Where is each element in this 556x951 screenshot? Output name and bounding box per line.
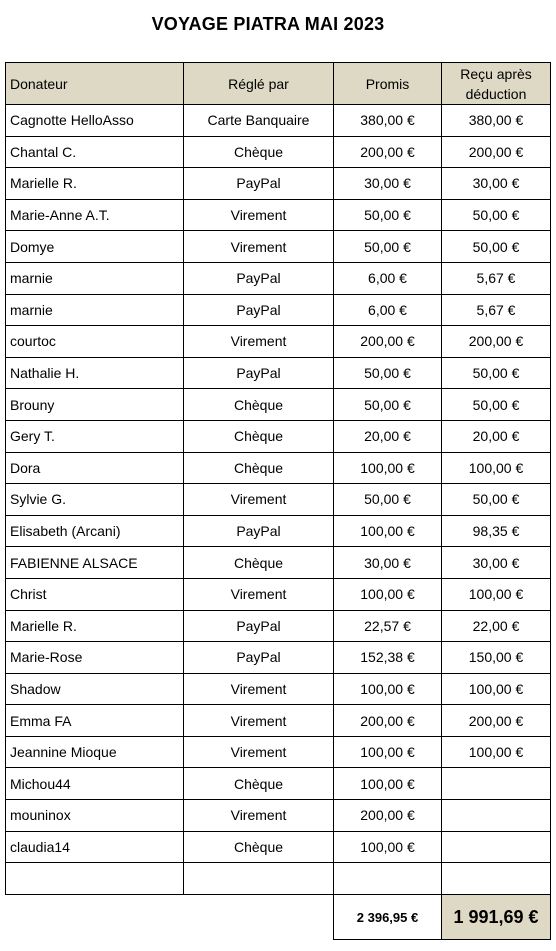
cell-regle-par: Virement (184, 199, 334, 231)
cell-donateur: Domye (6, 231, 184, 263)
cell-donateur: Marie-Rose (6, 642, 184, 674)
table-row (6, 136, 551, 168)
table-header-row (6, 63, 551, 105)
cell-recu: 20,00 € (442, 420, 551, 452)
table-row (6, 578, 551, 610)
cell-regle-par: Virement (184, 578, 334, 610)
cell-donateur: FABIENNE ALSACE (6, 547, 184, 579)
cell-promis: 100,00 € (334, 736, 442, 768)
cell-recu: 50,00 € (442, 199, 551, 231)
cell-donateur: Shadow (6, 673, 184, 705)
cell-promis: 50,00 € (334, 389, 442, 421)
cell-recu: 200,00 € (442, 705, 551, 737)
cell-recu: 100,00 € (442, 736, 551, 768)
cell-donateur: Christ (6, 578, 184, 610)
table-row (6, 800, 551, 832)
cell-promis: 50,00 € (334, 357, 442, 389)
empty-cell (334, 863, 442, 895)
cell-regle-par: PayPal (184, 610, 334, 642)
cell-recu: 100,00 € (442, 578, 551, 610)
table-row (6, 294, 551, 326)
cell-promis: 200,00 € (334, 800, 442, 832)
table-row (6, 105, 551, 137)
cell-donateur: Marielle R. (6, 610, 184, 642)
cell-recu: 100,00 € (442, 673, 551, 705)
table-row (6, 231, 551, 263)
empty-cell (6, 863, 184, 895)
table-row (6, 357, 551, 389)
cell-promis: 6,00 € (334, 294, 442, 326)
table-row (6, 736, 551, 768)
table-row (6, 389, 551, 421)
cell-promis: 22,57 € (334, 610, 442, 642)
cell-donateur: claudia14 (6, 831, 184, 863)
cell-regle-par: PayPal (184, 262, 334, 294)
page-title: VOYAGE PIATRA MAI 2023 (151, 14, 385, 34)
header-promis: Promis (334, 63, 442, 105)
cell-recu: 30,00 € (442, 168, 551, 200)
cell-promis: 100,00 € (334, 768, 442, 800)
cell-donateur: marnie (6, 262, 184, 294)
cell-promis: 50,00 € (334, 231, 442, 263)
table-row (6, 452, 551, 484)
cell-promis: 20,00 € (334, 420, 442, 452)
cell-promis: 6,00 € (334, 262, 442, 294)
cell-recu: 30,00 € (442, 547, 551, 579)
table-row (6, 168, 551, 200)
cell-recu (442, 800, 551, 832)
cell-recu: 50,00 € (442, 389, 551, 421)
table-row (6, 420, 551, 452)
cell-promis: 200,00 € (334, 136, 442, 168)
totals-spacer (184, 895, 334, 940)
cell-recu: 380,00 € (442, 105, 551, 137)
cell-donateur: Sylvie G. (6, 484, 184, 516)
cell-regle-par: PayPal (184, 168, 334, 200)
empty-cell (442, 863, 551, 895)
total-promis: 2 396,95 € (334, 895, 442, 940)
cell-donateur: Dora (6, 452, 184, 484)
cell-promis: 50,00 € (334, 484, 442, 516)
table-row (6, 199, 551, 231)
cell-donateur: Brouny (6, 389, 184, 421)
cell-regle-par: Virement (184, 736, 334, 768)
cell-recu (442, 768, 551, 800)
cell-regle-par: PayPal (184, 515, 334, 547)
cell-promis: 100,00 € (334, 673, 442, 705)
cell-donateur: Cagnotte HelloAsso (6, 105, 184, 137)
cell-regle-par: Chèque (184, 420, 334, 452)
cell-regle-par: Chèque (184, 389, 334, 421)
cell-regle-par: Virement (184, 231, 334, 263)
cell-donateur: Gery T. (6, 420, 184, 452)
cell-regle-par: Chèque (184, 831, 334, 863)
cell-recu: 200,00 € (442, 136, 551, 168)
cell-regle-par: Chèque (184, 547, 334, 579)
cell-donateur: Elisabeth (Arcani) (6, 515, 184, 547)
cell-recu: 200,00 € (442, 326, 551, 358)
table-row (6, 642, 551, 674)
empty-row (6, 863, 551, 895)
cell-donateur: mouninox (6, 800, 184, 832)
cell-regle-par: Virement (184, 800, 334, 832)
header-recu: Reçu après déduction (442, 63, 551, 105)
cell-donateur: Jeannine Mioque (6, 736, 184, 768)
cell-promis: 100,00 € (334, 515, 442, 547)
cell-recu: 50,00 € (442, 357, 551, 389)
cell-donateur: marnie (6, 294, 184, 326)
cell-promis: 380,00 € (334, 105, 442, 137)
cell-promis: 100,00 € (334, 578, 442, 610)
cell-regle-par: Chèque (184, 768, 334, 800)
table-row (6, 326, 551, 358)
cell-donateur: courtoc (6, 326, 184, 358)
header-donateur: Donateur (6, 63, 184, 105)
cell-promis: 200,00 € (334, 326, 442, 358)
cell-promis: 30,00 € (334, 547, 442, 579)
donations-table (5, 62, 551, 940)
table-row (6, 484, 551, 516)
table-row (6, 262, 551, 294)
cell-regle-par: PayPal (184, 642, 334, 674)
table-row (6, 547, 551, 579)
cell-recu: 50,00 € (442, 484, 551, 516)
cell-recu: 150,00 € (442, 642, 551, 674)
cell-promis: 152,38 € (334, 642, 442, 674)
cell-donateur: Michou44 (6, 768, 184, 800)
cell-promis: 50,00 € (334, 199, 442, 231)
cell-regle-par: PayPal (184, 294, 334, 326)
cell-recu: 5,67 € (442, 262, 551, 294)
cell-recu: 50,00 € (442, 231, 551, 263)
table-row (6, 768, 551, 800)
cell-donateur: Marie-Anne A.T. (6, 199, 184, 231)
table-row (6, 610, 551, 642)
cell-promis: 100,00 € (334, 831, 442, 863)
table-row (6, 673, 551, 705)
cell-recu: 5,67 € (442, 294, 551, 326)
cell-donateur: Emma FA (6, 705, 184, 737)
cell-regle-par: Virement (184, 484, 334, 516)
cell-promis: 30,00 € (334, 168, 442, 200)
cell-regle-par: Virement (184, 705, 334, 737)
table-row (6, 515, 551, 547)
cell-donateur: Nathalie H. (6, 357, 184, 389)
cell-recu (442, 831, 551, 863)
table-row (6, 831, 551, 863)
cell-recu: 100,00 € (442, 452, 551, 484)
cell-recu: 22,00 € (442, 610, 551, 642)
table-body (6, 105, 551, 940)
header-regle-par: Réglé par (184, 63, 334, 105)
table-row (6, 705, 551, 737)
cell-regle-par: Chèque (184, 452, 334, 484)
cell-promis: 200,00 € (334, 705, 442, 737)
total-recu: 1 991,69 € (442, 895, 551, 940)
cell-regle-par: Virement (184, 326, 334, 358)
cell-promis: 100,00 € (334, 452, 442, 484)
cell-recu: 98,35 € (442, 515, 551, 547)
cell-donateur: Marielle R. (6, 168, 184, 200)
cell-regle-par: Carte Banquaire (184, 105, 334, 137)
cell-regle-par: Chèque (184, 136, 334, 168)
totals-row (6, 895, 551, 940)
totals-spacer (6, 895, 184, 940)
cell-regle-par: Virement (184, 673, 334, 705)
cell-regle-par: PayPal (184, 357, 334, 389)
cell-donateur: Chantal C. (6, 136, 184, 168)
empty-cell (184, 863, 334, 895)
